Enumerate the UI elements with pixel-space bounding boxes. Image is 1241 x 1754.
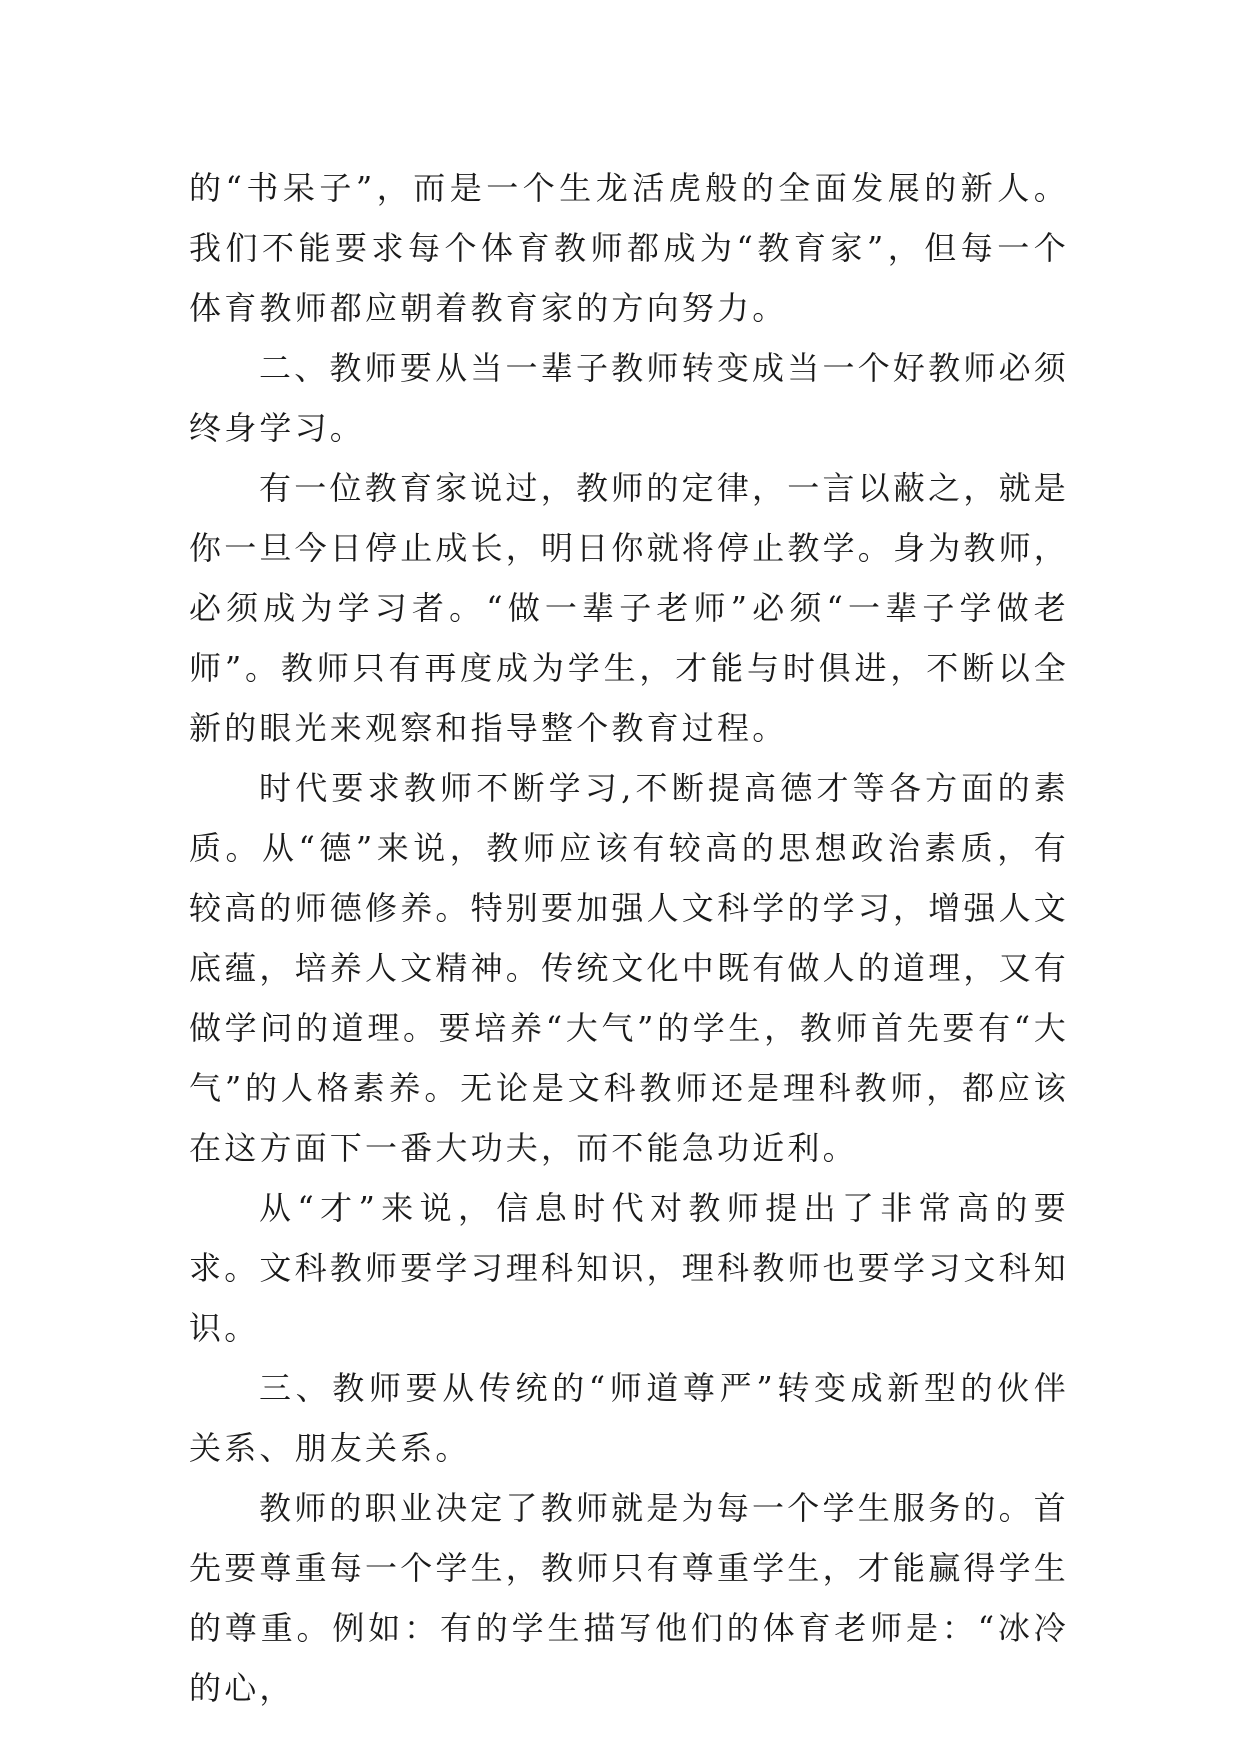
paragraph: 从“才”来说，信息时代对教师提出了非常高的要求。文科教师要学习理科知识，理科教师也要学习文科知识。	[189, 1189, 1070, 1347]
paragraph: 的“书呆子”，而是一个生龙活虎般的全面发展的新人。我们不能要求每个体育教师都成为“教育家”，但每一个体育教师都应朝着教育家的方向努力。	[189, 169, 1069, 327]
document-body	[189, 158, 1069, 1718]
section-heading-3: 三、教师要从传统的“师道尊严”转变成新型的伙伴关系、朋友关系。	[189, 1369, 1069, 1467]
paragraph: 有一位教育家说过，教师的定律，一言以蔽之，就是你一旦今日停止成长，明日你就将停止教学。身为教师，必须成为学习者。“做一辈子老师”必须“一辈子学做老师”。教师只有再度成为学生，才能与时俱进，不断以全新的眼光来观察和指导整个教育过程。	[189, 469, 1070, 747]
paragraph: 教师的职业决定了教师就是为每一个学生服务的。首先要尊重每一个学生，教师只有尊重学生，才能赢得学生的尊重。例如：有的学生描写他们的体育老师是：“冰冷的心，	[189, 1489, 1070, 1707]
paragraph: 时代要求教师不断学习,不断提高德才等各方面的素质。从“德”来说，教师应该有较高的思想政治素质，有较高的师德修养。特别要加强人文科学的学习，增强人文底蕴，培养人文精神。传统文化中既有做人的道理，又有做学问的道理。要培养“大气”的学生，教师首先要有“大气”的人格素养。无论是文科教师还是理科教师，都应该在这方面下一番大功夫，而不能急功近利。	[189, 769, 1070, 1167]
section-heading-2: 二、教师要从当一辈子教师转变成当一个好教师必须终身学习。	[189, 349, 1069, 447]
